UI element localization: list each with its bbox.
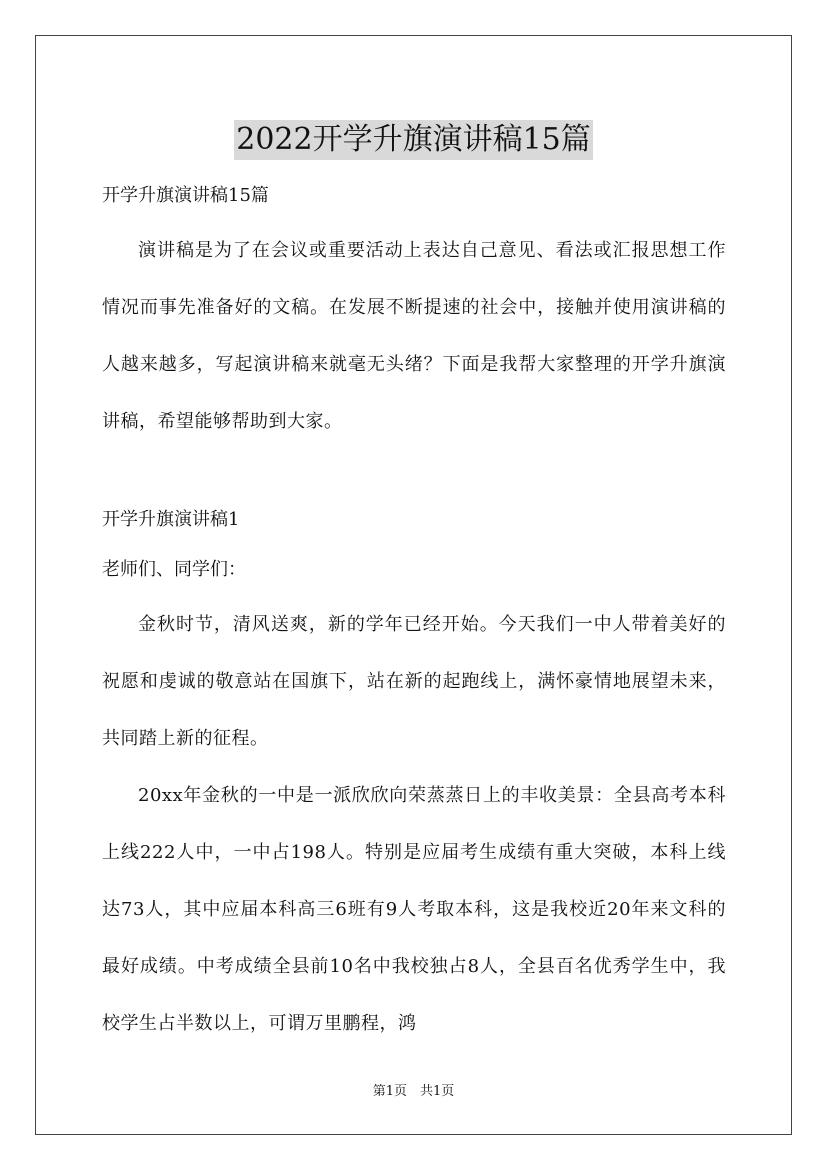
salutation: 老师们、同学们： [102, 559, 246, 580]
intro-paragraph: 演讲稿是为了在会议或重要活动上表达自己意见、看法或汇报思想工作情况而事先准备好的文稿。在发展不断提速的社会中，接触并使用演讲稿的人越来越多，写起演讲稿来就毫无头绪？下面是我帮大家整理的开学升旗演讲稿，希望能够帮助到大家。 [102, 240, 726, 432]
body-paragraph: 金秋时节，清风送爽，新的学年已经开始。今天我们一中人带着美好的祝愿和虔诚的敬意站在国旗下，站在新的起跑线上，满怀豪情地展望未来，共同踏上新的征程。 [102, 614, 726, 749]
body-paragraph: 20xx年金秋的一中是一派欣欣向荣蒸蒸日上的丰收美景：全县高考本科上线222人中，一中占198人。特别是应届考生成绩有重大突破，本科上线达73人，其中应届本科高三6班有9人考取本科，这是我校近20年来文科的最好成绩。中考成绩全县前10名中我校独占8人，全县百名优秀学生中，我校学生占半数以上，可谓万里鹏程，鸿 [102, 785, 726, 1034]
page-footer: 第1页 共1页 [372, 1084, 455, 1099]
document-subtitle: 开学升旗演讲稿15篇 [102, 185, 269, 206]
document-body [102, 178, 726, 1052]
document-title: 2022开学升旗演讲稿15篇 [234, 120, 593, 160]
title-container [0, 100, 827, 180]
section-heading: 开学升旗演讲稿1 [102, 509, 240, 530]
